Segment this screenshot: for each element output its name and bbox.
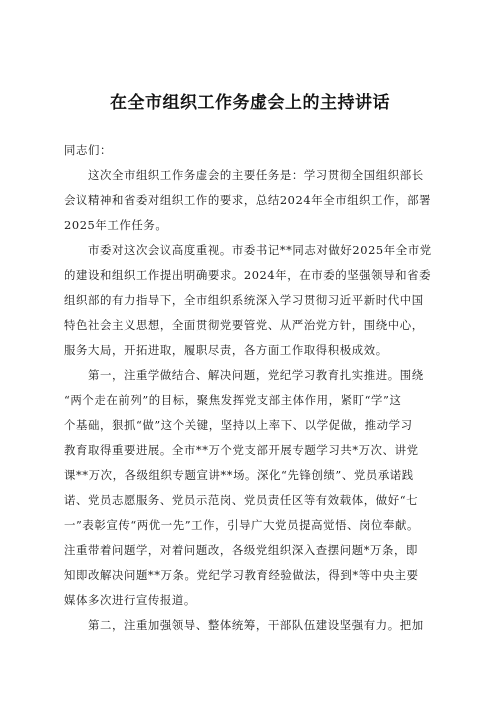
document-title: 在全市组织工作务虚会上的主持讲话: [110, 93, 390, 113]
text-line: 会议精神和省委对组织工作的要求，总结2024年全市组织工作，部署: [64, 193, 432, 207]
paragraph: [64, 363, 440, 613]
text-line: 个基础，狠抓“做”这个关键，坚持以上率下、以学促做，推动学习: [64, 418, 413, 432]
text-line: 组织部的有力指导下，全市组织系统深入学习贯彻习近平新时代中国: [64, 293, 424, 307]
text-line: 2025年工作任务。: [64, 218, 168, 232]
text-line: 注重带着问题学，对着问题改，各级党组织深入查摆问题*万条，即: [64, 543, 419, 557]
paragraph: [64, 613, 440, 638]
document-body: [64, 138, 440, 638]
text-line: 媒体多次进行宣传报道。: [64, 593, 196, 607]
paragraph: [64, 238, 440, 363]
text-line: 第二，注重加强领导、整体统筹，干部队伍建设坚强有力。把加: [64, 618, 424, 632]
text-line: 诺、党员志愿服务、党员示范岗、党员责任区等有效载体，做好“七: [64, 493, 419, 507]
text-line: 市委对这次会议高度重视。市委书记**同志对做好2025年全市党: [64, 243, 432, 257]
text-line: 课**万次，各级组织专题宣讲**场。深化“先锋创绩”、党员承诺践: [64, 468, 414, 482]
text-line: 这次全市组织工作务虚会的主要任务是：学习贯彻全国组织部长: [64, 168, 424, 182]
text-line: 特色社会主义思想，全面贯彻党要管党、从严治党方针，围绕中心，: [64, 318, 424, 332]
text-line: “两个走在前列”的目标，聚焦发挥党支部主体作用，紧盯“学”这: [64, 393, 402, 407]
text-line: 第一，注重学做结合、解决问题，党纪学习教育扎实推进。围绕: [64, 368, 424, 382]
text-line: 一”表彰宣传“两优一先”工作，引导广大党员提高觉悟、岗位奉献。: [64, 518, 420, 532]
text-line: 的建设和组织工作提出明确要求。2024年，在市委的坚强领导和省委: [64, 268, 432, 282]
text-line: 教育取得重要进展。全市**万个党支部开展专题学习共*万次、讲党: [64, 443, 419, 457]
salutation: [64, 138, 440, 163]
paragraph: [64, 163, 440, 238]
text-line: 知即改解决问题**万条。党纪学习教育经验做法，得到*等中央主要: [64, 568, 419, 582]
paragraph-container: [64, 163, 440, 638]
text-line: 同志们：: [64, 143, 112, 157]
text-line: 服务大局，开拓进取，履职尽责，各方面工作取得积极成效。: [64, 343, 388, 357]
